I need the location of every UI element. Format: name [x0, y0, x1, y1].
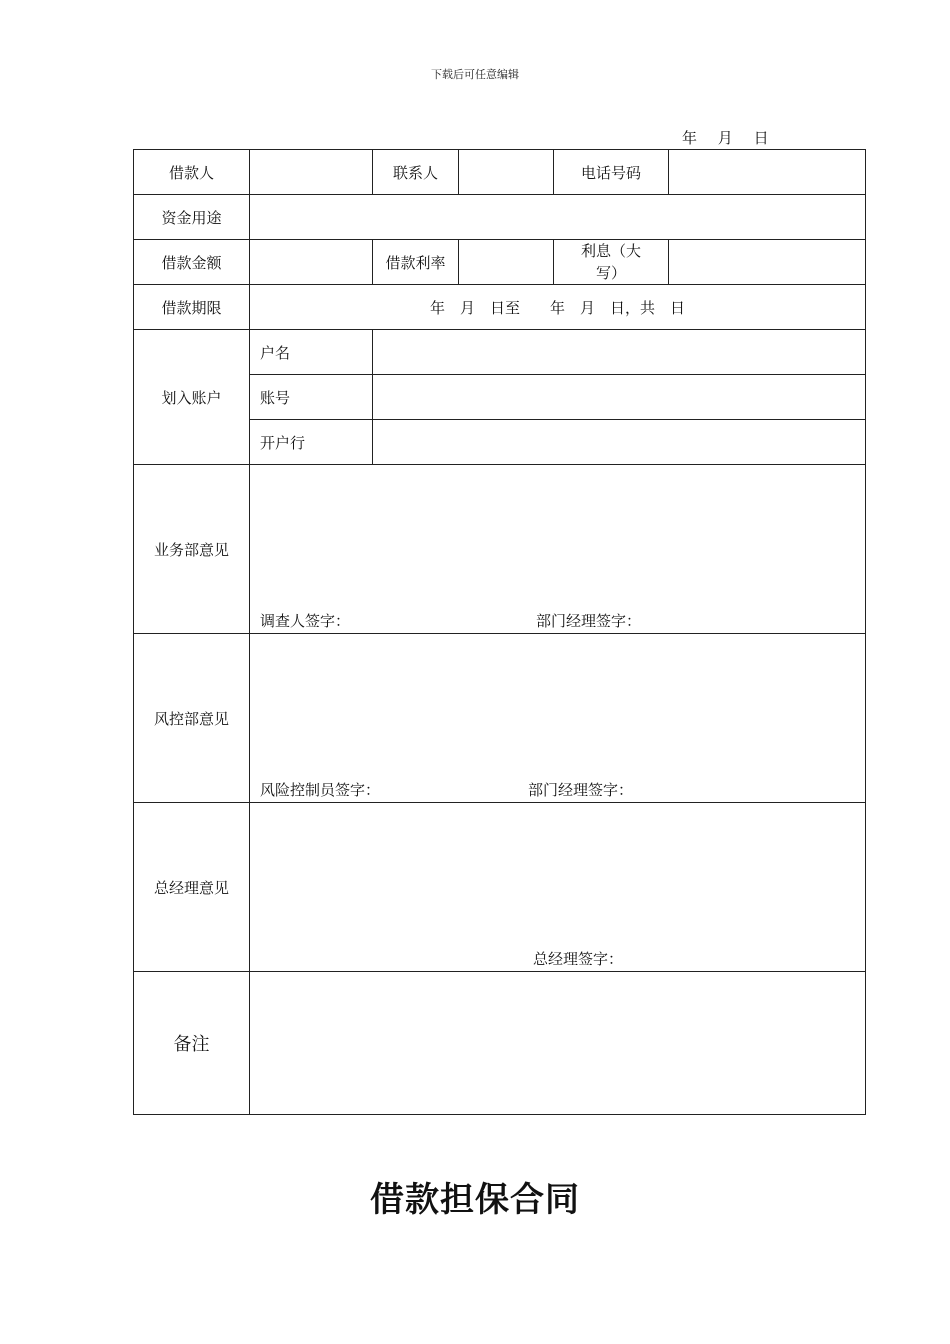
interest-label-line-1: 利息（大: [580, 242, 641, 260]
amount-field[interactable]: [250, 240, 373, 285]
rate-label: 借款利率: [373, 240, 459, 285]
date-year: 年: [682, 129, 699, 147]
phone-field[interactable]: [669, 150, 866, 195]
row-account-name: [134, 330, 866, 375]
header-note: 下载后可任意编辑: [431, 68, 519, 81]
date-month: 月: [717, 129, 734, 147]
gm-opinion-label: 总经理意见: [134, 803, 250, 972]
risk-officer-signature-label: 风险控制员签字：: [260, 781, 381, 799]
interest-label: [554, 240, 669, 285]
risk-manager-signature-label: 部门经理签字：: [528, 781, 634, 799]
contact-field[interactable]: [459, 150, 554, 195]
row-borrower: [134, 150, 866, 195]
business-manager-signature-label: 部门经理签字：: [536, 612, 642, 630]
business-opinion-label: 业务部意见: [134, 465, 250, 634]
account-label: 划入账户: [134, 330, 250, 465]
date-line: [682, 127, 784, 148]
row-gm-opinion: [134, 803, 866, 972]
account-number-field[interactable]: [373, 375, 866, 420]
term-field[interactable]: 年 月 日至 年 月 日，共 日: [250, 285, 866, 330]
loan-approval-form: [133, 149, 866, 1115]
contract-title: 借款担保合同: [370, 1180, 580, 1220]
risk-opinion-label: 风控部意见: [134, 634, 250, 803]
business-opinion-field[interactable]: [250, 465, 866, 634]
account-name-label: 户名: [250, 330, 373, 375]
rate-field[interactable]: [459, 240, 554, 285]
gm-signature-label: 总经理签字：: [533, 950, 624, 968]
investigator-signature-label: 调查人签字：: [260, 612, 351, 630]
row-business-opinion: [134, 465, 866, 634]
interest-label-line-2: 写）: [595, 264, 626, 282]
row-purpose: [134, 195, 866, 240]
row-amount: [134, 240, 866, 285]
bank-label: 开户行: [250, 420, 373, 465]
row-risk-opinion: [134, 634, 866, 803]
row-term: [134, 285, 866, 330]
borrower-label: 借款人: [134, 150, 250, 195]
purpose-label: 资金用途: [134, 195, 250, 240]
purpose-field[interactable]: [250, 195, 866, 240]
risk-opinion-field[interactable]: [250, 634, 866, 803]
term-label: 借款期限: [134, 285, 250, 330]
remarks-field[interactable]: [250, 972, 866, 1115]
row-remarks: [134, 972, 866, 1115]
account-number-label: 账号: [250, 375, 373, 420]
account-name-field[interactable]: [373, 330, 866, 375]
gm-opinion-field[interactable]: [250, 803, 866, 972]
amount-label: 借款金额: [134, 240, 250, 285]
borrower-field[interactable]: [250, 150, 373, 195]
interest-field[interactable]: [669, 240, 866, 285]
contact-label: 联系人: [373, 150, 459, 195]
remarks-label: 备注: [134, 972, 250, 1115]
phone-label: 电话号码: [554, 150, 669, 195]
bank-field[interactable]: [373, 420, 866, 465]
date-day: 日: [753, 129, 770, 147]
